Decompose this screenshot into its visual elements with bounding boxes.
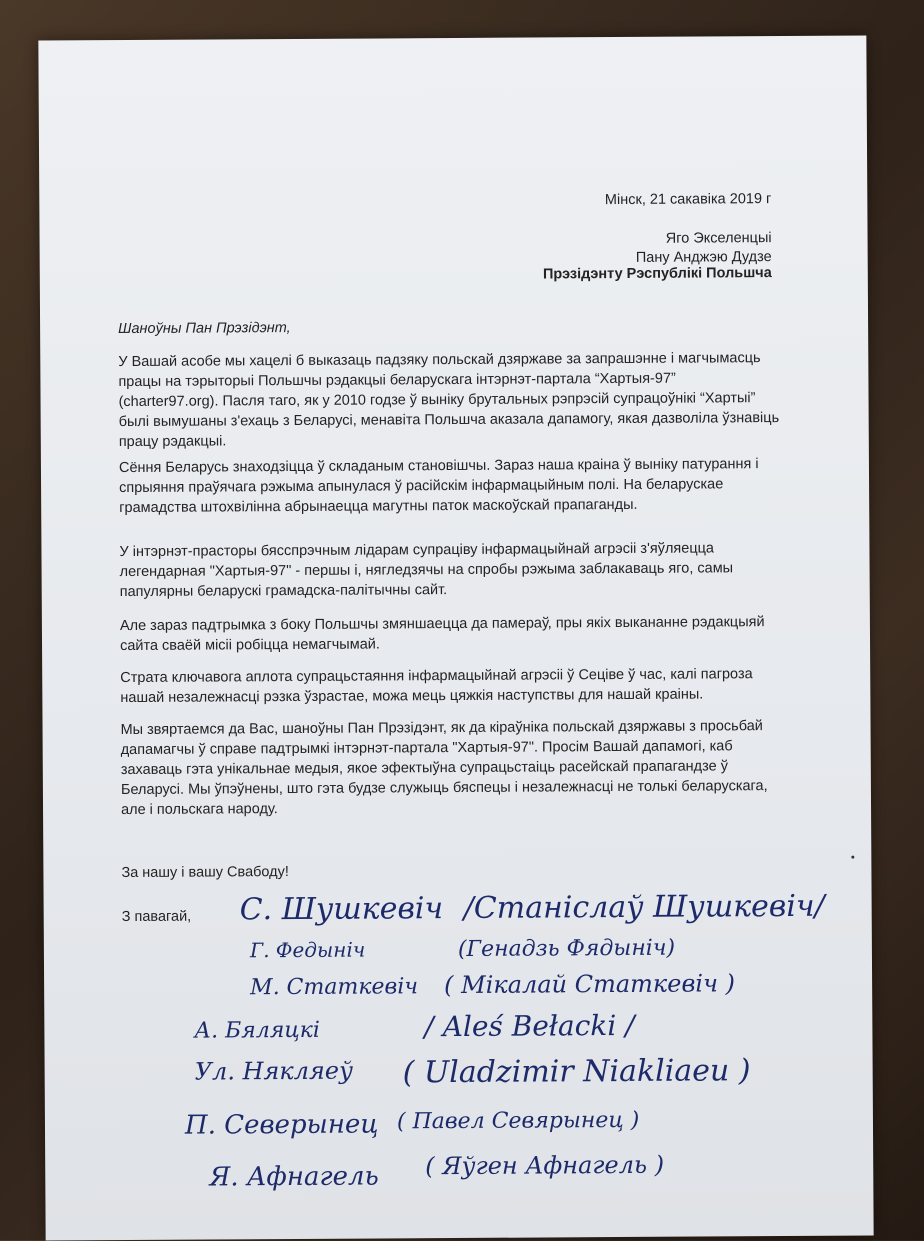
recipient-line-1: Яго Экселенцыі (665, 230, 772, 247)
paragraph-line: Беларусі. Мы ўпэўнены, што гэта будзе служыць бяспецы і незалежнасці не толькі беларускага, (120, 778, 768, 799)
paragraph-line: дапамагчы ў справе падтрымкі інтэрнэт-партала "Хартыя-97". Просім Вашай дапамогі, каб (120, 738, 733, 759)
signature-name-7: ( Яўген Афнагель ) (425, 1150, 665, 1181)
paragraph-line: Але зараз падтрымка з боку Польшчы змяншаецца да памераў, пры якіх выкананне рэдакцыяй (119, 614, 765, 635)
signature-6: П. Северынец (184, 1109, 379, 1141)
signature-3: М. Статкевіч (250, 974, 419, 1001)
paragraph-line: легендарная "Хартыя-97" - першы і, нягледзячы на спробы рэжыма заблакаваць яго, самы (119, 560, 734, 581)
letter-greeting: Шаноўны Пан Прэзідэнт, (118, 320, 291, 338)
signature-name-5: ( Uladzimir Niakliaeu ) (402, 1053, 751, 1091)
signature-name-6: ( Павел Севярынец ) (396, 1107, 640, 1135)
signature-name-4: / Aleś Bełacki / (424, 1008, 635, 1044)
paragraph-line: грамадства штохвілінна абрынаецца магутны паток маскоўскай прапаганды. (119, 496, 638, 517)
paragraph-line: У інтэрнэт-прасторы бясспрэчным лідарам супраціву інфармацыйнай агрэсіі з'яўляецца (119, 540, 715, 561)
closing-regards: З павагай, (121, 908, 192, 926)
letter-date: Мінск, 21 сакавіка 2019 г (604, 191, 772, 209)
signature-7: Я. Афнагель (209, 1161, 379, 1193)
signature-4: А. Бяляцкі (194, 1017, 320, 1044)
closing-motto: За нашу і вашу Свабоду! (121, 864, 289, 882)
signature-1: С. Шушкевіч (239, 891, 444, 928)
paragraph-line: папулярны беларускі грамадска-палітычны сайт. (119, 582, 448, 601)
paragraph-line: нашай незалежнасці рэзка ўзрастае, можа мець цяжкія наступствы для нашай краіны. (120, 686, 704, 707)
paragraph-line: У Вашай асобе мы хацелі б выказаць падзяку польскай дзяржаве за запрашэнне і магчымасць (118, 350, 761, 371)
recipient-line-2: Пану Анджэю Дудзе (635, 249, 772, 266)
paragraph-line: Сёння Беларусь знаходзіцца ў складаным становішчы. Зараз наша краіна ў выніку патурання і (118, 456, 759, 477)
paragraph-line: (charter97.org). Пасля таго, як у 2010 годзе ў выніку брутальных рэпрэсій супрацоўнікі “Хартыі” (118, 390, 756, 411)
paragraph-line: працы на тэрыторыі Польшчы рэдакцыі беларускага інтэрнэт-партала “Хартыя-97” (118, 370, 676, 391)
signatures-block (38, 35, 873, 1240)
paragraph-line: але і польскага народу. (120, 801, 278, 819)
signature-5: Ул. Някляеў (194, 1056, 354, 1086)
paragraph-line: Страта ключавога аплота супрацьстаяння інфармацыйнай агрэсіі ў Сеціве ў час, калі пагроза (120, 666, 753, 687)
paragraph-line: спрыяння праўячага рэжыма апынулася ў расійскім інфармацыйным полі. На беларускае (119, 476, 724, 497)
recipient-line-3: Прэзідэнту Рэспублікі Польшча (542, 265, 772, 283)
paragraph-line: сайта сваёй місіі робіцца немагчымай. (119, 636, 380, 655)
paragraph-line: захаваць гэта унікальнае медыя, якое эфектыўна супрацьстаіць расейскай прапагандзе ў (120, 758, 728, 779)
paragraph-line: працу рэдакцыі. (118, 433, 227, 451)
letter-page (38, 35, 873, 1240)
signature-name-3: ( Мікалай Статкевіч ) (444, 969, 736, 1000)
paragraph-line: Мы звяртаемся да Вас, шаноўны Пан Прэзідэнт, як да кіраўніка польскай дзяржавы з просьбай (120, 718, 763, 739)
paragraph-line: былі вымушаны з'ехаць з Беларусі, менавіта Польшча аказала дапамогу, якая дазволіла ўзнавіць (118, 410, 780, 431)
signature-name-2: (Генадзь Фядыніч) (457, 935, 676, 962)
signature-2: Г. Федыніч (249, 937, 366, 963)
signature-name-1: /Станіслаў Шушкевіч/ (463, 888, 825, 926)
